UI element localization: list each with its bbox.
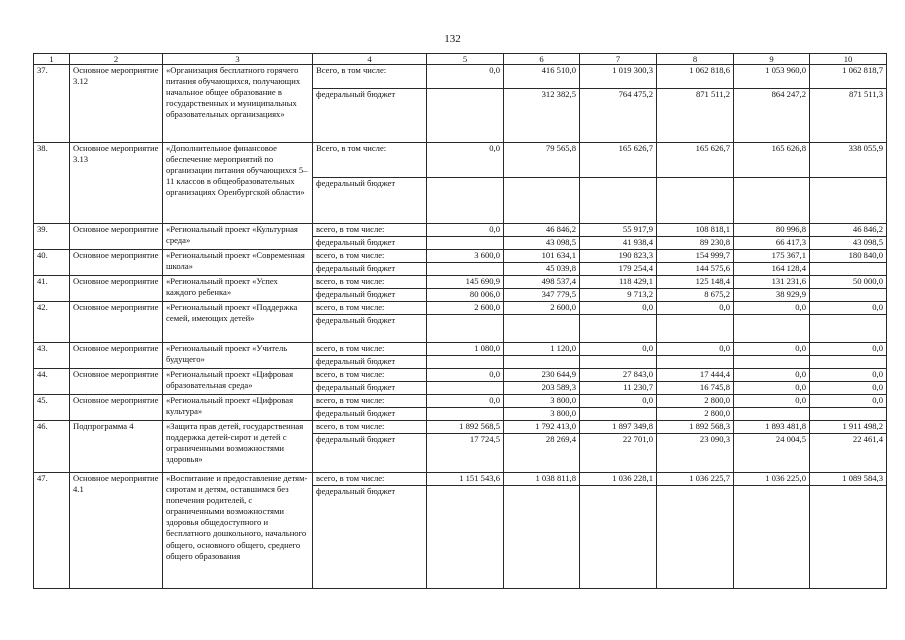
budget-table	[33, 53, 887, 589]
amount-cell	[427, 356, 504, 369]
measure-name: Основное мероприятие	[70, 250, 163, 276]
measure-name: Основное мероприятие	[70, 343, 163, 369]
measure-description: «Региональный проект «Современная школа»	[163, 250, 313, 276]
funding-source: федеральный бюджет	[313, 263, 427, 276]
funding-source: федеральный бюджет	[313, 356, 427, 369]
amount-cell: 118 429,1	[580, 276, 657, 289]
amount-cell: 66 417,3	[734, 237, 810, 250]
amount-cell: 24 004,5	[734, 434, 810, 473]
column-header: 7	[580, 54, 657, 65]
amount-cell: 203 589,3	[504, 382, 580, 395]
funding-source: федеральный бюджет	[313, 382, 427, 395]
amount-cell: 1 792 413,0	[504, 421, 580, 434]
amount-cell	[504, 178, 580, 224]
measure-name: Основное мероприятие 4.1	[70, 473, 163, 589]
amount-cell: 864 247,2	[734, 89, 810, 143]
amount-cell: 3 800,0	[504, 395, 580, 408]
amount-cell	[580, 356, 657, 369]
amount-cell: 101 634,1	[504, 250, 580, 263]
table-row	[34, 395, 887, 408]
funding-source: федеральный бюджет	[313, 486, 427, 589]
amount-cell: 0,0	[810, 343, 887, 356]
amount-cell: 312 382,5	[504, 89, 580, 143]
funding-source: всего, в том числе:	[313, 224, 427, 237]
funding-source: всего, в том числе:	[313, 276, 427, 289]
row-number: 39.	[34, 224, 70, 250]
amount-cell: 1 053 960,0	[734, 65, 810, 89]
amount-cell: 0,0	[427, 65, 504, 89]
amount-cell: 0,0	[657, 302, 734, 315]
amount-cell: 1 893 481,8	[734, 421, 810, 434]
funding-source: всего, в том числе:	[313, 343, 427, 356]
amount-cell: 17 444,4	[657, 369, 734, 382]
amount-cell	[657, 315, 734, 343]
row-number: 38.	[34, 143, 70, 224]
measure-name: Подпрограмма 4	[70, 421, 163, 473]
amount-cell: 0,0	[580, 343, 657, 356]
amount-cell	[657, 356, 734, 369]
amount-cell: 11 230,7	[580, 382, 657, 395]
amount-cell: 871 511,3	[810, 89, 887, 143]
amount-cell: 89 230,8	[657, 237, 734, 250]
amount-cell: 131 231,6	[734, 276, 810, 289]
amount-cell: 0,0	[580, 395, 657, 408]
amount-cell: 46 846,2	[504, 224, 580, 237]
amount-cell: 338 055,9	[810, 143, 887, 178]
column-header: 1	[34, 54, 70, 65]
measure-description: «Региональный проект «Успех каждого ребенка»	[163, 276, 313, 302]
measure-name: Основное мероприятие	[70, 395, 163, 421]
amount-cell: 1 080,0	[427, 343, 504, 356]
table-row	[34, 143, 887, 178]
amount-cell: 28 269,4	[504, 434, 580, 473]
amount-cell: 871 511,2	[657, 89, 734, 143]
measure-description: «Региональный проект «Цифровая культура»	[163, 395, 313, 421]
measure-description: «Региональный проект «Учитель будущего»	[163, 343, 313, 369]
amount-cell	[427, 382, 504, 395]
measure-name: Основное мероприятие	[70, 224, 163, 250]
amount-cell: 1 911 498,2	[810, 421, 887, 434]
table-row	[34, 250, 887, 263]
funding-source: всего, в том числе:	[313, 369, 427, 382]
measure-name: Основное мероприятие	[70, 302, 163, 343]
column-header: 10	[810, 54, 887, 65]
column-header: 3	[163, 54, 313, 65]
amount-cell	[734, 178, 810, 224]
measure-name: Основное мероприятие 3.13	[70, 143, 163, 224]
amount-cell: 0,0	[657, 343, 734, 356]
amount-cell	[734, 356, 810, 369]
measure-name: Основное мероприятие	[70, 369, 163, 395]
amount-cell: 108 818,1	[657, 224, 734, 237]
measure-name: Основное мероприятие 3.12	[70, 65, 163, 143]
amount-cell: 23 090,3	[657, 434, 734, 473]
amount-cell: 2 600,0	[427, 302, 504, 315]
amount-cell	[734, 486, 810, 589]
amount-cell: 0,0	[734, 369, 810, 382]
amount-cell: 22 701,0	[580, 434, 657, 473]
amount-cell: 1 062 818,6	[657, 65, 734, 89]
amount-cell: 9 713,2	[580, 289, 657, 302]
amount-cell: 43 098,5	[504, 237, 580, 250]
amount-cell: 1 038 811,8	[504, 473, 580, 486]
amount-cell	[580, 486, 657, 589]
funding-source: Всего, в том числе:	[313, 65, 427, 89]
amount-cell	[580, 408, 657, 421]
amount-cell	[734, 315, 810, 343]
table-row	[34, 276, 887, 289]
column-header: 2	[70, 54, 163, 65]
amount-cell: 27 843,0	[580, 369, 657, 382]
row-number: 37.	[34, 65, 70, 143]
amount-cell: 1 120,0	[504, 343, 580, 356]
amount-cell: 1 151 543,6	[427, 473, 504, 486]
funding-source: всего, в том числе:	[313, 473, 427, 486]
amount-cell: 3 600,0	[427, 250, 504, 263]
amount-cell: 145 690,9	[427, 276, 504, 289]
amount-cell	[427, 89, 504, 143]
amount-cell	[427, 408, 504, 421]
amount-cell: 0,0	[810, 395, 887, 408]
amount-cell: 16 745,8	[657, 382, 734, 395]
amount-cell: 46 846,2	[810, 224, 887, 237]
funding-source: федеральный бюджет	[313, 434, 427, 473]
amount-cell: 79 565,8	[504, 143, 580, 178]
table-header-row	[34, 54, 887, 65]
amount-cell: 125 148,4	[657, 276, 734, 289]
amount-cell: 45 039,8	[504, 263, 580, 276]
amount-cell: 165 626,7	[657, 143, 734, 178]
measure-description: «Региональный проект «Поддержка семей, имеющих детей»	[163, 302, 313, 343]
amount-cell: 2 600,0	[504, 302, 580, 315]
amount-cell: 0,0	[810, 382, 887, 395]
amount-cell: 179 254,4	[580, 263, 657, 276]
amount-cell: 1 036 225,0	[734, 473, 810, 486]
funding-source: всего, в том числе:	[313, 250, 427, 263]
amount-cell: 0,0	[810, 302, 887, 315]
funding-source: федеральный бюджет	[313, 315, 427, 343]
funding-source: федеральный бюджет	[313, 408, 427, 421]
funding-source: всего, в том числе:	[313, 421, 427, 434]
row-number: 47.	[34, 473, 70, 589]
amount-cell: 8 675,2	[657, 289, 734, 302]
amount-cell: 416 510,0	[504, 65, 580, 89]
amount-cell: 55 917,9	[580, 224, 657, 237]
amount-cell: 230 644,9	[504, 369, 580, 382]
measure-description: «Организация бесплатного горячего питания обучающихся, получающих начальное общее образование в государственных и муниципальных образовательных организациях»	[163, 65, 313, 143]
amount-cell: 0,0	[427, 369, 504, 382]
amount-cell: 498 537,4	[504, 276, 580, 289]
table-row	[34, 65, 887, 89]
table-row	[34, 473, 887, 486]
amount-cell: 0,0	[734, 343, 810, 356]
column-header: 4	[313, 54, 427, 65]
amount-cell	[657, 178, 734, 224]
amount-cell: 164 128,4	[734, 263, 810, 276]
amount-cell	[810, 408, 887, 421]
amount-cell	[504, 315, 580, 343]
amount-cell	[810, 356, 887, 369]
column-header: 6	[504, 54, 580, 65]
amount-cell	[810, 263, 887, 276]
table-row	[34, 224, 887, 237]
amount-cell	[734, 408, 810, 421]
column-header: 9	[734, 54, 810, 65]
row-number: 44.	[34, 369, 70, 395]
amount-cell: 0,0	[734, 395, 810, 408]
measure-name: Основное мероприятие	[70, 276, 163, 302]
amount-cell	[810, 315, 887, 343]
column-header: 8	[657, 54, 734, 65]
funding-source: федеральный бюджет	[313, 178, 427, 224]
amount-cell: 175 367,1	[734, 250, 810, 263]
measure-description: «Воспитание и предоставление детям-сиротам и детям, оставшимся без попечения родителей, с ограниченными возможностями здоровья общедоступного и бесплатного дошкольного, начального общего, основного общего, среднего общего образования	[163, 473, 313, 589]
row-number: 45.	[34, 395, 70, 421]
amount-cell	[427, 315, 504, 343]
amount-cell	[504, 356, 580, 369]
amount-cell: 2 800,0	[657, 395, 734, 408]
row-number: 43.	[34, 343, 70, 369]
amount-cell: 1 089 584,3	[810, 473, 887, 486]
amount-cell: 0,0	[427, 395, 504, 408]
funding-source: всего, в том числе:	[313, 395, 427, 408]
amount-cell: 0,0	[734, 302, 810, 315]
funding-source: федеральный бюджет	[313, 89, 427, 143]
measure-description: «Защита прав детей, государственная поддержка детей-сирот и детей с ограниченными возможностями здоровья»	[163, 421, 313, 473]
funding-source: федеральный бюджет	[313, 237, 427, 250]
table-row	[34, 343, 887, 356]
table-row	[34, 421, 887, 434]
amount-cell	[427, 178, 504, 224]
amount-cell	[427, 263, 504, 276]
amount-cell	[580, 178, 657, 224]
amount-cell	[657, 486, 734, 589]
amount-cell: 1 892 568,3	[657, 421, 734, 434]
amount-cell: 0,0	[427, 224, 504, 237]
funding-source: всего, в том числе:	[313, 302, 427, 315]
table-row	[34, 369, 887, 382]
amount-cell: 0,0	[427, 143, 504, 178]
amount-cell: 22 461,4	[810, 434, 887, 473]
amount-cell: 17 724,5	[427, 434, 504, 473]
amount-cell: 80 996,8	[734, 224, 810, 237]
amount-cell: 190 823,3	[580, 250, 657, 263]
amount-cell: 0,0	[734, 382, 810, 395]
amount-cell: 80 006,0	[427, 289, 504, 302]
amount-cell	[427, 237, 504, 250]
amount-cell	[810, 289, 887, 302]
amount-cell	[580, 315, 657, 343]
amount-cell: 1 897 349,8	[580, 421, 657, 434]
amount-cell: 1 036 228,1	[580, 473, 657, 486]
amount-cell: 1 019 300,3	[580, 65, 657, 89]
row-number: 46.	[34, 421, 70, 473]
amount-cell: 0,0	[810, 369, 887, 382]
amount-cell: 1 892 568,5	[427, 421, 504, 434]
measure-description: «Дополнительное финансовое обеспечение мероприятий по организации питания обучающихся 5–11 классов в общеобразовательных организациях Оренбургской области»	[163, 143, 313, 224]
amount-cell: 38 929,9	[734, 289, 810, 302]
amount-cell: 43 098,5	[810, 237, 887, 250]
amount-cell: 144 575,6	[657, 263, 734, 276]
amount-cell: 165 626,8	[734, 143, 810, 178]
page-number: 132	[444, 33, 461, 45]
row-number: 42.	[34, 302, 70, 343]
amount-cell: 1 036 225,7	[657, 473, 734, 486]
amount-cell: 1 062 818,7	[810, 65, 887, 89]
amount-cell: 0,0	[580, 302, 657, 315]
amount-cell: 3 800,0	[504, 408, 580, 421]
measure-description: «Региональный проект «Культурная среда»	[163, 224, 313, 250]
row-number: 40.	[34, 250, 70, 276]
amount-cell: 41 938,4	[580, 237, 657, 250]
table-row	[34, 302, 887, 315]
amount-cell	[810, 178, 887, 224]
row-number: 41.	[34, 276, 70, 302]
amount-cell: 180 840,0	[810, 250, 887, 263]
funding-source: Всего, в том числе:	[313, 143, 427, 178]
amount-cell	[504, 486, 580, 589]
amount-cell: 764 475,2	[580, 89, 657, 143]
amount-cell: 154 999,7	[657, 250, 734, 263]
amount-cell: 347 779,5	[504, 289, 580, 302]
amount-cell	[810, 486, 887, 589]
measure-description: «Региональный проект «Цифровая образовательная среда»	[163, 369, 313, 395]
amount-cell: 50 000,0	[810, 276, 887, 289]
funding-source: федеральный бюджет	[313, 289, 427, 302]
column-header: 5	[427, 54, 504, 65]
amount-cell	[427, 486, 504, 589]
amount-cell: 2 800,0	[657, 408, 734, 421]
amount-cell: 165 626,7	[580, 143, 657, 178]
